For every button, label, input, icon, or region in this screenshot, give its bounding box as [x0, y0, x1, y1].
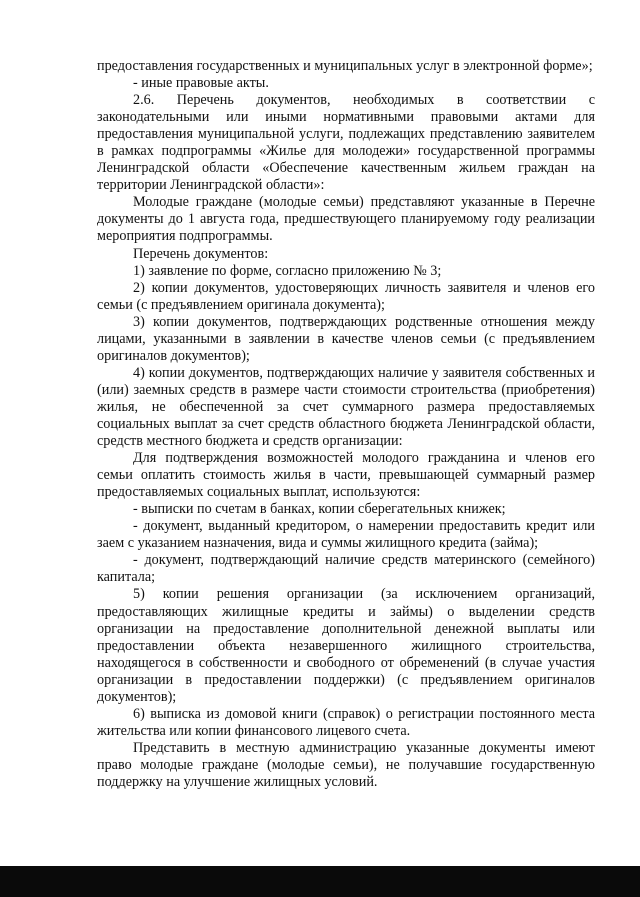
paragraph-eligibility: Представить в местную администрацию указанные документы имеют право молодые граждане (молодые семьи), не получавшие государственную поддержку на улучшение жилищных условий.	[97, 739, 595, 790]
list-item-4: 4) копии документов, подтверждающих наличие у заявителя собственных и (или) заемных средств в размере части стоимости строительства (приобретения) жилья, не обеспеченной за счет суммарного размера предоставляемых социальных выплат за счет средств областного бюджета Ленинградской области, средств местного бюджета и средств организации:	[97, 364, 595, 450]
paragraph-other-acts: - иные правовые акты.	[133, 75, 269, 92]
bullet-maternity-capital: - документ, подтверждающий наличие средств материнского (семейного) капитала;	[97, 552, 595, 586]
list-item-5: 5) копии решения организации (за исключением организаций, предоставляющих жилищные кредиты и займы) о выделении средств организации на предоставление дополнительной денежной выплаты или предоставлении объекта незавершенного жилищного строительства, находящегося в собственности и свободного от обременений (в случае участия организации в предоставлении поддержки) (с предъявлением оригиналов документов);	[97, 586, 595, 705]
paragraph-list-heading: Перечень документов:	[133, 245, 269, 262]
bullet-creditor-document: - документ, выданный кредитором, о намерении предоставить кредит или заем с указанием назначения, вида и суммы жилищного кредита (займа);	[97, 518, 595, 552]
bullet-bank-statements: - выписки по счетам в банках, копии сберегательных книжек;	[133, 501, 506, 518]
paragraph-section-2-6: 2.6. Перечень документов, необходимых в соответствии с законодательными или иными нормативными правовыми актами для предоставления муниципальной услуги, подлежащих представлению заявителем в рамках подпрограммы «Жилье для молодежи» государственной программы Ленинградской области «Обеспечение качественным жильем граждан на территории Ленинградской области»:	[97, 92, 595, 194]
list-item-1: 1) заявление по форме, согласно приложению № 3;	[133, 262, 442, 279]
list-item-6: 6) выписка из домовой книги (справок) о регистрации постоянного места жительства или копии финансового лицевого счета.	[97, 705, 595, 739]
scan-bottom-edge	[0, 866, 640, 897]
paragraph-continuation: предоставления государственных и муниципальных услуг в электронной форме»;	[97, 58, 593, 74]
list-item-2: 2) копии документов, удостоверяющих личность заявителя и членов его семьи (с предъявлением оригинала документа);	[97, 279, 595, 313]
list-item-3: 3) копии документов, подтверждающих родственные отношения между лицами, указанными в заявлении в качестве членов семьи (с предъявлением оригиналов документов);	[97, 313, 595, 364]
paragraph-deadline: Молодые граждане (молодые семьи) представляют указанные в Перечне документы до 1 августа года, предшествующего планируемому году реализации мероприятия подпрограммы.	[97, 194, 595, 245]
paragraph-confirmation: Для подтверждения возможностей молодого гражданина и членов его семьи оплатить стоимость жилья в части, превышающей суммарный размер предоставляемых социальных выплат, используются:	[97, 450, 595, 501]
document-body	[97, 58, 595, 791]
